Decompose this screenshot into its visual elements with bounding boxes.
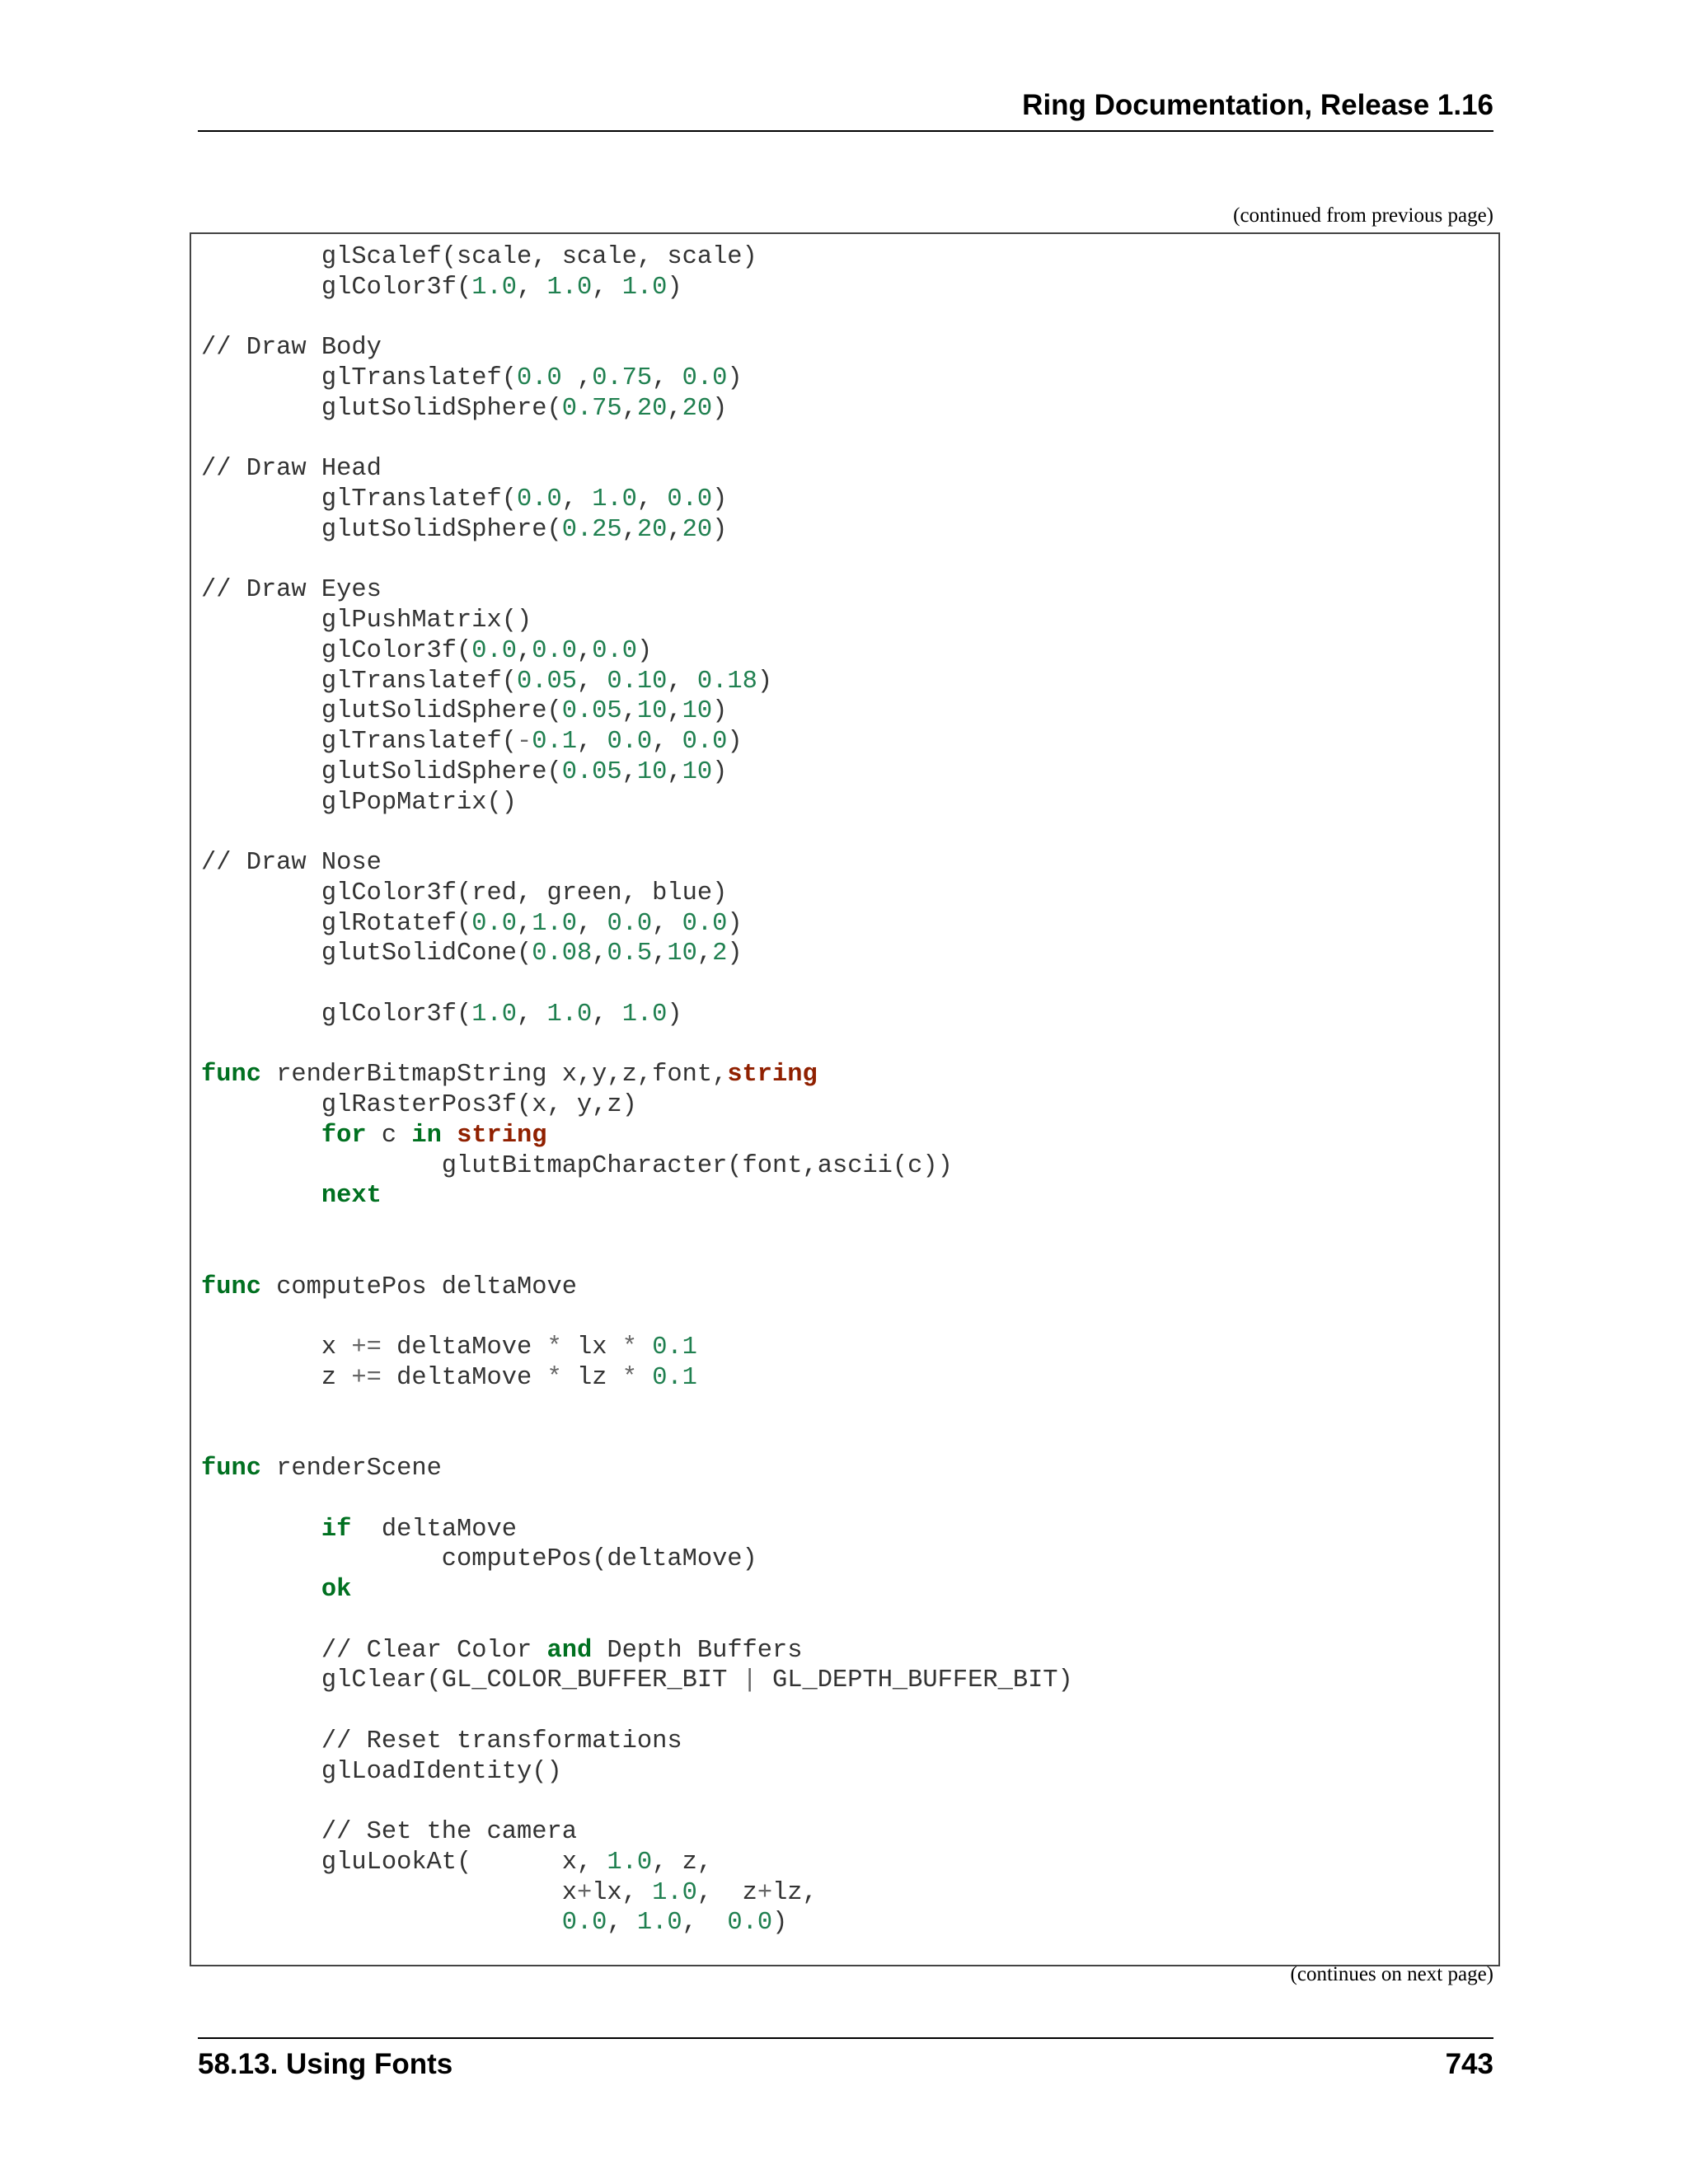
code-operator: * [546, 1363, 562, 1392]
code-number: 0.0 [682, 728, 728, 756]
code-keyword: func [201, 1455, 261, 1483]
code-number: 1.0 [621, 1000, 668, 1029]
code-text: , [682, 1909, 728, 1938]
code-text: , [517, 636, 532, 665]
code-text: lz, [772, 1878, 818, 1907]
code-number: 0.05 [561, 757, 622, 786]
code-text: computePos deltaMove [260, 1272, 577, 1301]
code-number: 0.0 [607, 728, 653, 756]
code-text: glLoadIdentity() [201, 1757, 562, 1786]
code-text: , [607, 1909, 637, 1938]
code-line [201, 1908, 1073, 1938]
code-number: 1.0 [532, 909, 577, 938]
code-text: glutBitmapCharacter(font,ascii(c)) [201, 1151, 953, 1180]
code-line [201, 303, 1073, 334]
code-number: 1.0 [652, 1878, 697, 1907]
code-number: 0.1 [532, 728, 577, 756]
code-text [201, 1122, 321, 1150]
code-text: glTranslatef( [201, 728, 517, 756]
code-text: ) [712, 697, 728, 726]
code-text [201, 1727, 321, 1755]
code-line [201, 606, 1073, 636]
code-text [201, 1576, 321, 1604]
code-operator: += [351, 1333, 382, 1361]
code-text: , [667, 515, 682, 544]
code-operator: | [742, 1666, 757, 1695]
code-text: , [576, 636, 593, 665]
code-text: renderScene [260, 1455, 442, 1483]
code-text: glColor3f(red, green, blue) [201, 879, 728, 907]
code-number: 0.0 [516, 364, 562, 392]
code-line [201, 1423, 1073, 1454]
code-number: 0.18 [696, 667, 757, 696]
code-text [201, 1516, 321, 1544]
code-builtin: string [457, 1121, 547, 1150]
code-line [201, 424, 1073, 455]
code-text: ) [712, 485, 728, 513]
code-line [201, 727, 1073, 757]
header-divider [198, 130, 1493, 132]
code-line [201, 242, 1073, 273]
code-number: 1.0 [471, 273, 517, 302]
code-text: glutSolidSphere( [201, 757, 562, 786]
code-text: , [621, 757, 637, 786]
code-line [201, 1817, 1073, 1848]
code-text [201, 1909, 562, 1937]
code-line [201, 1000, 1073, 1030]
code-comment: // Clear Color [321, 1636, 547, 1665]
code-line [201, 636, 1073, 667]
code-text: , [652, 940, 668, 968]
code-text: glScalef(scale, scale, scale) [201, 243, 757, 271]
code-text: lx, [592, 1878, 653, 1907]
code-number: 0.75 [592, 364, 653, 392]
code-keyword: func [201, 1061, 261, 1090]
code-number: 0.0 [561, 1909, 607, 1938]
code-line [201, 1272, 1073, 1303]
code-number: 0.0 [471, 636, 517, 665]
code-text [637, 1364, 652, 1392]
footer-section-title: 58.13. Using Fonts [198, 2048, 453, 2080]
code-line [201, 1121, 1073, 1151]
code-text: , [636, 485, 668, 513]
code-line [201, 546, 1073, 576]
code-line [201, 1454, 1073, 1484]
code-number: 10 [682, 757, 713, 786]
code-line [201, 1848, 1073, 1878]
code-text: deltaMove [381, 1363, 547, 1392]
code-number: 20 [682, 394, 713, 423]
code-line [201, 1302, 1073, 1333]
code-number: 0.0 [727, 1909, 773, 1938]
code-text [201, 1818, 321, 1846]
code-line [201, 1242, 1073, 1272]
code-number: 0.08 [532, 940, 593, 968]
code-text: , [561, 364, 593, 392]
code-number: 1.0 [621, 273, 668, 302]
code-number: 0.05 [516, 667, 577, 696]
code-text: lx [561, 1333, 622, 1361]
code-number: 0.1 [652, 1333, 697, 1361]
code-comment: // Draw Body [201, 334, 382, 363]
code-line [201, 1605, 1073, 1636]
code-number: 20 [636, 515, 668, 544]
code-keyword: and [546, 1636, 593, 1665]
code-text: glutSolidSphere( [201, 394, 562, 423]
code-text: lz [561, 1363, 622, 1392]
code-operator: * [621, 1363, 637, 1392]
code-keyword: func [201, 1272, 261, 1301]
code-comment: // Set the camera [321, 1818, 577, 1846]
code-text: glutSolidSphere( [201, 697, 562, 726]
code-number: 0.0 [667, 485, 713, 513]
code-line [201, 788, 1073, 818]
code-comment: // Reset transformations [321, 1727, 682, 1755]
code-line [201, 1030, 1073, 1061]
code-text: ) [772, 1909, 788, 1938]
code-number: 0.0 [682, 909, 728, 938]
code-number: 0.0 [682, 364, 728, 392]
code-text: x [201, 1878, 577, 1907]
code-comment: Depth Buffers [592, 1636, 803, 1665]
code-operator: * [621, 1333, 637, 1361]
code-line [201, 1575, 1073, 1605]
code-number: 0.75 [561, 394, 622, 423]
code-text: , z [696, 1878, 757, 1907]
code-number: 10 [636, 697, 668, 726]
code-text: deltaMove [381, 1333, 547, 1361]
code-text: glColor3f( [201, 636, 472, 665]
code-text: , [576, 667, 607, 696]
code-comment: // Draw Nose [201, 849, 382, 877]
code-number: 1.0 [592, 485, 637, 513]
code-line [201, 1151, 1073, 1182]
code-text: glPopMatrix() [201, 788, 517, 817]
code-number: 0.1 [652, 1363, 697, 1392]
code-text: , [576, 909, 607, 938]
code-operator: * [546, 1333, 562, 1361]
code-line [201, 454, 1073, 485]
code-text [637, 1333, 652, 1361]
code-line [201, 333, 1073, 363]
continues-on-note: (continues on next page) [1290, 1963, 1493, 1985]
code-builtin: string [727, 1061, 818, 1090]
code-line [201, 969, 1073, 1000]
code-text: ) [712, 515, 728, 544]
code-line [201, 363, 1073, 394]
code-number: 1.0 [471, 1000, 517, 1029]
code-line [201, 1090, 1073, 1121]
code-line [201, 1757, 1073, 1788]
code-number: 2 [712, 940, 728, 968]
code-text: ) [636, 636, 653, 665]
code-line [201, 1696, 1073, 1727]
code-line [201, 1484, 1073, 1515]
code-operator: - [516, 728, 532, 756]
page-number: 743 [1445, 2048, 1493, 2080]
code-line [201, 394, 1073, 424]
code-number: 0.0 [471, 909, 517, 938]
code-number: 0.0 [607, 909, 653, 938]
code-text: gluLookAt( x, [201, 1848, 607, 1877]
code-line [201, 1363, 1073, 1394]
code-text: , [621, 515, 637, 544]
code-text: , [652, 364, 682, 392]
code-line [201, 939, 1073, 969]
code-line [201, 1666, 1073, 1696]
code-text: renderBitmapString x,y,z,font, [260, 1061, 728, 1090]
code-number: 0.05 [561, 697, 622, 726]
code-text: GL_DEPTH_BUFFER_BIT) [757, 1666, 1073, 1695]
code-line [201, 515, 1073, 546]
code-text: ) [727, 909, 743, 938]
code-number: 0.0 [516, 485, 562, 513]
code-text: glutSolidSphere( [201, 515, 562, 544]
code-comment: // Draw Head [201, 455, 382, 484]
code-text: glColor3f( [201, 1000, 472, 1029]
code-text: c [366, 1121, 412, 1150]
code-comment: // Draw Eyes [201, 576, 382, 605]
code-number: 20 [636, 394, 668, 423]
code-number: 1.0 [546, 273, 593, 302]
code-text: , [652, 909, 682, 938]
code-text: , [652, 728, 682, 756]
code-number: 1.0 [636, 1909, 682, 1938]
code-line [201, 1181, 1073, 1212]
code-text: , [667, 757, 682, 786]
code-line [201, 848, 1073, 879]
code-text: glRasterPos3f(x, y,z) [201, 1091, 637, 1119]
code-operator: += [351, 1363, 382, 1392]
code-text: glTranslatef( [201, 667, 517, 696]
code-block [190, 232, 1500, 1966]
code-operator: + [576, 1878, 593, 1907]
code-text: z [201, 1363, 352, 1392]
code-text [442, 1122, 457, 1150]
code-line [201, 1878, 1073, 1909]
code-line [201, 696, 1073, 727]
code-line [201, 1727, 1073, 1757]
code-number: 0.0 [592, 636, 637, 665]
code-text: glTranslatef( [201, 364, 517, 392]
code-text: ) [667, 1000, 682, 1029]
running-header-title: Ring Documentation, Release 1.16 [1022, 89, 1493, 121]
code-text: glRotatef( [201, 909, 472, 938]
code-text: , [667, 697, 682, 726]
code-number: 0.0 [532, 636, 577, 665]
code-text: ) [727, 940, 743, 968]
code-text: , [667, 667, 697, 696]
code-text: ) [712, 757, 728, 786]
code-line [201, 818, 1073, 848]
code-text: deltaMove [351, 1515, 518, 1544]
code-number: 0.10 [607, 667, 668, 696]
code-text: , [621, 394, 637, 423]
code-text: , [621, 697, 637, 726]
footer-divider [198, 2037, 1493, 2039]
code-number: 1.0 [546, 1000, 593, 1029]
code-number: 10 [667, 940, 697, 968]
code-text: glClear(GL_COLOR_BUFFER_BIT [201, 1666, 743, 1695]
code-text: , [667, 394, 682, 423]
code-text: , [592, 940, 607, 968]
code-text: , [592, 273, 622, 302]
code-text: , [517, 273, 547, 302]
code-number: 10 [636, 757, 668, 786]
code-listing [201, 242, 1073, 1938]
code-keyword: for [321, 1121, 367, 1150]
code-line [201, 575, 1073, 606]
code-number: 1.0 [607, 1848, 653, 1877]
code-keyword: next [321, 1182, 382, 1211]
continued-from-note: (continued from previous page) [1233, 204, 1493, 227]
code-operator: + [757, 1878, 773, 1907]
code-line [201, 273, 1073, 303]
code-number: 0.5 [607, 940, 653, 968]
code-line [201, 1515, 1073, 1545]
code-text: , [561, 485, 593, 513]
code-line [201, 485, 1073, 515]
code-line [201, 667, 1073, 697]
code-line [201, 1544, 1073, 1575]
code-number: 10 [682, 697, 713, 726]
code-line [201, 909, 1073, 940]
code-text: , z, [652, 1848, 713, 1877]
code-text: , [576, 728, 607, 756]
code-text: , [517, 909, 532, 938]
code-text: glPushMatrix() [201, 607, 532, 635]
code-text: glColor3f( [201, 273, 472, 302]
code-text: glTranslatef( [201, 485, 517, 513]
code-text: , [592, 1000, 622, 1029]
code-line [201, 879, 1073, 909]
code-number: 20 [682, 515, 713, 544]
code-line [201, 1060, 1073, 1090]
code-text: ) [757, 667, 773, 696]
code-line [201, 1212, 1073, 1242]
code-text: ) [727, 364, 743, 392]
code-keyword: if [321, 1515, 352, 1544]
code-number: 0.25 [561, 515, 622, 544]
code-text: ) [712, 394, 728, 423]
code-line [201, 757, 1073, 788]
code-line [201, 1787, 1073, 1817]
code-line [201, 1333, 1073, 1363]
code-keyword: in [411, 1121, 442, 1150]
code-text: ) [727, 728, 743, 756]
code-text [201, 1182, 321, 1210]
code-text: glutSolidCone( [201, 940, 532, 968]
code-text: x [201, 1333, 352, 1361]
code-text: computePos(deltaMove) [201, 1545, 757, 1574]
code-keyword: ok [321, 1576, 352, 1604]
code-text: , [696, 940, 713, 968]
code-text: ) [667, 273, 682, 302]
code-text: , [517, 1000, 547, 1029]
code-line [201, 1394, 1073, 1424]
code-line [201, 1636, 1073, 1666]
code-text [201, 1637, 321, 1665]
